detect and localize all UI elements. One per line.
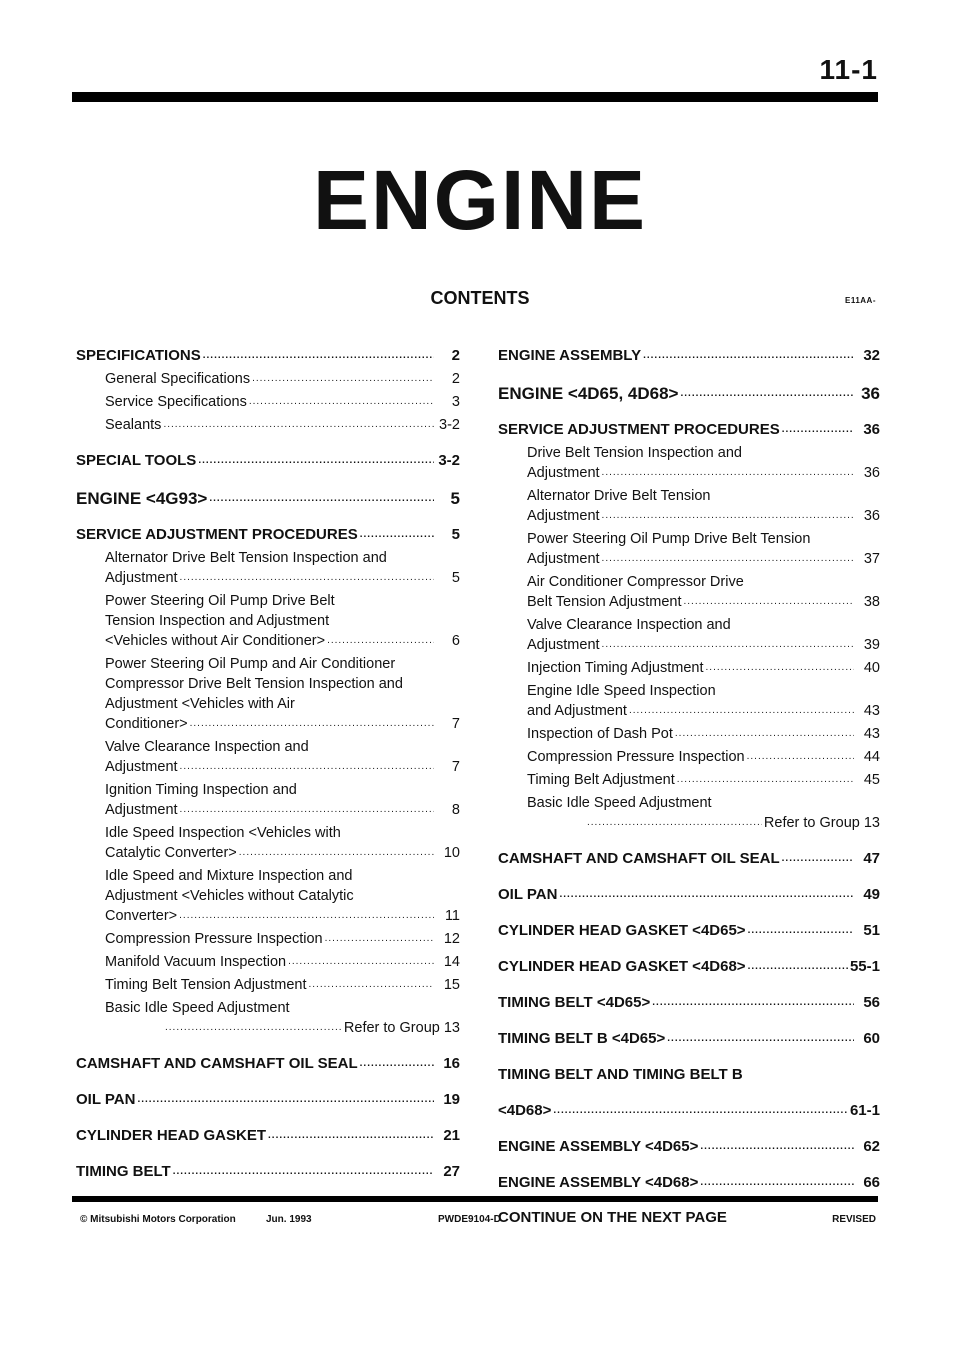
toc-entry-row — [76, 346, 460, 366]
toc-entry-text: Alternator Drive Belt Tension — [527, 488, 711, 504]
toc-entry-row — [498, 849, 880, 869]
toc-entry-page: 55-1 — [849, 958, 880, 975]
toc-entry — [76, 591, 460, 651]
dot-leader — [165, 1018, 342, 1038]
toc-entry-row — [105, 952, 460, 972]
toc-entry-text: Power Steering Oil Pump and Air Conditioner — [105, 656, 396, 672]
toc-entry-page: 60 — [863, 1030, 880, 1047]
toc-entry-row — [105, 631, 460, 651]
toc-entry — [76, 392, 460, 412]
toc-entry-text: Idle Speed Inspection <Vehicles with — [105, 825, 341, 841]
toc-entry-row — [498, 885, 880, 905]
toc-entry-label: <Vehicles without Air Conditioner> — [105, 633, 326, 649]
toc-entry — [498, 1173, 880, 1193]
toc-entry-label: TIMING BELT — [76, 1163, 171, 1180]
toc-entry-text: Compressor Drive Belt Tension Inspection and — [105, 676, 403, 692]
toc-entry-page: 36 — [863, 465, 880, 481]
toc-entry-label: Sealants — [105, 417, 162, 433]
toc-entry-page: 47 — [863, 850, 880, 867]
toc-entry-row — [498, 957, 880, 977]
toc-entry — [76, 1090, 460, 1110]
dot-leader — [677, 770, 854, 790]
toc-entry-label: Timing Belt Tension Adjustment — [105, 977, 307, 993]
dot-leader — [602, 506, 854, 526]
toc-entry-label: Adjustment — [527, 508, 600, 524]
toc-entry-page: 39 — [863, 637, 880, 653]
toc-entry-page: 3-2 — [438, 452, 460, 469]
toc-entry-label: ENGINE <4D65, 4D68> — [498, 384, 679, 403]
toc-entry-label: Adjustment — [105, 759, 178, 775]
toc-entry-label: General Specifications — [105, 371, 251, 387]
toc-entry-page: 7 — [451, 759, 460, 775]
dot-leader — [180, 800, 434, 820]
toc-entry — [76, 369, 460, 389]
toc-entry — [498, 793, 880, 833]
toc-entry-row — [76, 451, 460, 471]
toc-entry-row — [498, 346, 880, 366]
toc-entry-label: ENGINE ASSEMBLY <4D68> — [498, 1174, 699, 1191]
toc-entry-row — [105, 568, 460, 588]
toc-entry-row — [498, 1173, 880, 1193]
toc-entry-row — [527, 463, 880, 483]
dot-leader — [602, 635, 854, 655]
dot-leader — [327, 631, 434, 651]
toc-entry — [76, 1162, 460, 1182]
toc-entry-page: 49 — [863, 886, 880, 903]
toc-entry — [76, 823, 460, 863]
toc-entry-text: Adjustment <Vehicles with Air — [105, 696, 295, 712]
toc-entry-page: 38 — [863, 594, 880, 610]
toc-entry — [76, 489, 460, 509]
dot-leader — [249, 392, 434, 412]
toc-entry-page: 36 — [863, 421, 880, 438]
toc-entry-row — [498, 921, 880, 941]
toc-entry-page: 15 — [443, 977, 460, 993]
header-rule — [72, 92, 878, 102]
dot-leader — [602, 549, 854, 569]
toc-entry-page: 5 — [451, 570, 460, 586]
toc-entry-row — [76, 1090, 460, 1110]
toc-entry-row — [105, 714, 460, 734]
toc-entry-row — [105, 415, 460, 435]
toc-entry-label: CYLINDER HEAD GASKET <4D65> — [498, 922, 746, 939]
toc-entry-row — [76, 489, 460, 509]
dot-leader — [360, 1054, 434, 1074]
toc-entry — [498, 486, 880, 526]
toc-entry — [498, 747, 880, 767]
toc-entry-row — [527, 747, 880, 767]
toc-entry-page: 11 — [444, 908, 460, 924]
toc-entry-page: 37 — [863, 551, 880, 567]
toc-entry — [76, 525, 460, 545]
toc-entry-text: Alternator Drive Belt Tension Inspection and — [105, 550, 387, 566]
toc-entry-label: ENGINE ASSEMBLY <4D65> — [498, 1138, 699, 1155]
toc-entry-label: CYLINDER HEAD GASKET <4D68> — [498, 958, 746, 975]
dot-leader — [190, 714, 434, 734]
toc-entry — [498, 681, 880, 721]
toc-entry-row — [105, 975, 460, 995]
toc-entry-row — [527, 658, 880, 678]
toc-entry-label: ENGINE ASSEMBLY — [498, 347, 642, 364]
toc-entry — [76, 415, 460, 435]
dot-leader — [667, 1029, 854, 1049]
dot-leader — [198, 451, 434, 471]
toc-entry — [498, 1137, 880, 1157]
toc-entry-row — [498, 1137, 880, 1157]
toc-entry-page: 44 — [863, 749, 880, 765]
toc-entry — [498, 921, 880, 941]
toc-entry-text: Idle Speed and Mixture Inspection and — [105, 868, 353, 884]
toc-entry-page: 40 — [863, 660, 880, 676]
toc-entry-label: CAMSHAFT AND CAMSHAFT OIL SEAL — [76, 1055, 358, 1072]
footer-status: REVISED — [832, 1214, 876, 1225]
toc-entry-row — [498, 1101, 880, 1121]
toc-entry-label: Adjustment — [105, 570, 178, 586]
toc-entry-page: 12 — [443, 931, 460, 947]
dot-leader — [559, 885, 854, 905]
dot-leader — [252, 369, 434, 389]
footer-date: Jun. 1993 — [266, 1214, 312, 1225]
dot-leader — [239, 843, 434, 863]
dot-leader — [700, 1173, 854, 1193]
dot-leader — [748, 957, 848, 977]
toc-entry-label: TIMING BELT B <4D65> — [498, 1030, 666, 1047]
toc-entry-text: Valve Clearance Inspection and — [105, 739, 309, 755]
toc-entry-row — [76, 525, 460, 545]
toc-entry — [498, 1209, 880, 1226]
toc-entry-page: 45 — [863, 772, 880, 788]
dot-leader — [203, 346, 434, 366]
toc-entry-row — [105, 906, 460, 926]
dot-leader — [747, 747, 854, 767]
dot-leader — [675, 724, 854, 744]
dot-leader — [748, 921, 854, 941]
toc-right-column — [498, 346, 880, 1226]
toc-entry-label: Service Specifications — [105, 394, 247, 410]
page-number: 11-1 — [819, 54, 878, 85]
toc-entry — [498, 993, 880, 1013]
toc-entry — [76, 346, 460, 366]
toc-entry — [498, 1065, 880, 1121]
toc-entry-page: 21 — [443, 1127, 460, 1144]
toc-entry-label: OIL PAN — [76, 1091, 136, 1108]
toc-entry-page: 51 — [863, 922, 880, 939]
toc-entry-page: 56 — [863, 994, 880, 1011]
toc-entry-label: OIL PAN — [498, 886, 558, 903]
toc-entry-row — [105, 843, 460, 863]
toc-entry-row — [105, 757, 460, 777]
toc-entry — [498, 658, 880, 678]
toc-entry — [76, 1126, 460, 1146]
toc-entry — [498, 346, 880, 366]
toc-entry-label: Adjustment — [527, 637, 600, 653]
document-code: E11AA- — [844, 296, 876, 305]
toc-entry-page: Refer to Group 13 — [763, 815, 880, 831]
dot-leader — [325, 929, 434, 949]
toc-entry — [76, 1054, 460, 1074]
toc-entry-label: Injection Timing Adjustment — [527, 660, 704, 676]
toc-entry-page: 36 — [861, 384, 880, 403]
toc-entry-label: TIMING BELT <4D65> — [498, 994, 651, 1011]
toc-entry-label: Conditioner> — [105, 716, 188, 732]
toc-entry-label: SPECIFICATIONS — [76, 347, 201, 364]
toc-entry-page: 19 — [443, 1091, 460, 1108]
contents-heading: CONTENTS — [430, 288, 530, 308]
toc-entry-page: 61-1 — [849, 1102, 880, 1119]
toc-entry-row — [527, 506, 880, 526]
toc-entry-row — [76, 1162, 460, 1182]
toc-entry-page: 27 — [443, 1163, 460, 1180]
toc-entry — [498, 957, 880, 977]
toc-entry-text: Engine Idle Speed Inspection — [527, 683, 716, 699]
dot-leader — [587, 813, 762, 833]
dot-leader — [553, 1101, 848, 1121]
toc-entry-text: Valve Clearance Inspection and — [527, 617, 731, 633]
toc-entry — [76, 451, 460, 471]
toc-entry-text: Adjustment <Vehicles without Catalytic — [105, 888, 354, 904]
toc-entry-label: Adjustment — [527, 465, 600, 481]
dot-leader — [137, 1090, 434, 1110]
dot-leader — [602, 463, 854, 483]
toc-entry — [498, 572, 880, 612]
toc-entry-label: Converter> — [105, 908, 178, 924]
toc-entry-row — [498, 384, 880, 404]
toc-entry-page: 7 — [451, 716, 460, 732]
dot-leader — [173, 1162, 434, 1182]
dot-leader — [180, 568, 434, 588]
footer-rule — [72, 1196, 878, 1202]
toc-entry — [498, 384, 880, 404]
dot-leader — [652, 993, 854, 1013]
toc-entry-row — [105, 929, 460, 949]
footer-copyright: © Mitsubishi Motors Corporation — [80, 1214, 236, 1225]
toc-entry-label: Timing Belt Adjustment — [527, 772, 675, 788]
toc-entry — [76, 737, 460, 777]
toc-entry — [498, 615, 880, 655]
toc-entry — [498, 724, 880, 744]
toc-entry-page: 43 — [863, 726, 880, 742]
toc-entry — [76, 952, 460, 972]
dot-leader — [706, 658, 854, 678]
toc-entry-row — [76, 1126, 460, 1146]
toc-entry-label: SPECIAL TOOLS — [76, 452, 197, 469]
toc-entry-page: 14 — [443, 954, 460, 970]
toc-entry-label: Compression Pressure Inspection — [105, 931, 323, 947]
toc-entry — [76, 998, 460, 1038]
toc-entry-page: Refer to Group 13 — [343, 1020, 460, 1036]
toc-entry-page: 62 — [863, 1138, 880, 1155]
dot-leader — [629, 701, 854, 721]
toc-entry-row — [105, 392, 460, 412]
toc-entry-text: Ignition Timing Inspection and — [105, 782, 297, 798]
toc-entry — [498, 885, 880, 905]
dot-leader — [700, 1137, 854, 1157]
toc-entry-label: <4D68> — [498, 1102, 552, 1119]
dot-leader — [680, 384, 854, 404]
dot-leader — [179, 906, 434, 926]
toc-entry — [498, 443, 880, 483]
toc-entry-page: 2 — [451, 347, 460, 364]
toc-entry-row — [527, 813, 880, 833]
toc-entry-text: TIMING BELT AND TIMING BELT B — [498, 1066, 743, 1083]
toc-entry-row — [105, 1018, 460, 1038]
toc-entry-label: Adjustment — [527, 551, 600, 567]
toc-entry-row — [498, 993, 880, 1013]
toc-entry-label: SERVICE ADJUSTMENT PROCEDURES — [498, 421, 780, 438]
toc-entry — [76, 866, 460, 926]
toc-entry-label: CAMSHAFT AND CAMSHAFT OIL SEAL — [498, 850, 780, 867]
toc-entry-label: Manifold Vacuum Inspection — [105, 954, 287, 970]
toc-entry-row — [498, 1029, 880, 1049]
toc-entry-page: 6 — [451, 633, 460, 649]
toc-entry — [498, 1029, 880, 1049]
toc-entry — [498, 529, 880, 569]
toc-entry-row — [527, 592, 880, 612]
toc-entry-text: Basic Idle Speed Adjustment — [527, 795, 712, 811]
toc-entry-label: Adjustment — [105, 802, 178, 818]
toc-entry-text: Tension Inspection and Adjustment — [105, 613, 330, 629]
toc-entry-row — [527, 635, 880, 655]
dot-leader — [268, 1126, 434, 1146]
dot-leader — [360, 525, 434, 545]
toc-entry-page: 16 — [443, 1055, 460, 1072]
toc-entry-text: Drive Belt Tension Inspection and — [527, 445, 742, 461]
toc-entry-row — [105, 800, 460, 820]
toc-entry — [76, 975, 460, 995]
toc-entry-row — [527, 724, 880, 744]
toc-entry-label: ENGINE <4G93> — [76, 489, 208, 508]
toc-entry — [498, 770, 880, 790]
toc-entry-page: 3-2 — [439, 417, 460, 433]
toc-entry-page: 10 — [443, 845, 460, 861]
toc-entry-text: Air Conditioner Compressor Drive — [527, 574, 744, 590]
toc-entry-row — [527, 770, 880, 790]
toc-entry-page: 36 — [863, 508, 880, 524]
toc-entry-page: 66 — [863, 1174, 880, 1191]
toc-entry-page: 5 — [451, 526, 460, 543]
toc-entry-row — [76, 1054, 460, 1074]
toc-entry-row — [105, 369, 460, 389]
toc-entry — [76, 780, 460, 820]
toc-entry-label: Inspection of Dash Pot — [527, 726, 673, 742]
toc-entry-text: Power Steering Oil Pump Drive Belt Tension — [527, 531, 811, 547]
toc-entry-page: 32 — [863, 347, 880, 364]
dot-leader — [684, 592, 855, 612]
dot-leader — [180, 757, 434, 777]
dot-leader — [309, 975, 435, 995]
dot-leader — [643, 346, 854, 366]
toc-entry — [498, 420, 880, 440]
dot-leader — [209, 489, 434, 509]
dot-leader — [782, 849, 854, 869]
toc-entry-label: and Adjustment — [527, 703, 627, 719]
toc-entry — [76, 548, 460, 588]
footer-code: PWDE9104-D — [438, 1214, 501, 1225]
toc-entry-text: Basic Idle Speed Adjustment — [105, 1000, 290, 1016]
dot-leader — [288, 952, 434, 972]
toc-entry-label: SERVICE ADJUSTMENT PROCEDURES — [76, 526, 358, 543]
toc-entry — [76, 654, 460, 734]
toc-entry-text: Power Steering Oil Pump Drive Belt — [105, 593, 335, 609]
toc-entry-row — [498, 420, 880, 440]
toc-entry-page: 43 — [863, 703, 880, 719]
toc-entry — [498, 849, 880, 869]
toc-entry-page: 2 — [451, 371, 460, 387]
toc-entry-label: Catalytic Converter> — [105, 845, 237, 861]
toc-entry — [76, 929, 460, 949]
continue-note: CONTINUE ON THE NEXT PAGE — [498, 1209, 727, 1226]
toc-left-column — [76, 346, 460, 1182]
page-title: ENGINE — [312, 153, 648, 247]
toc-entry-page: 5 — [450, 489, 460, 508]
toc-entry-label: Belt Tension Adjustment — [527, 594, 682, 610]
dot-leader — [782, 420, 854, 440]
toc-entry-label: CYLINDER HEAD GASKET — [76, 1127, 267, 1144]
toc-entry-row — [527, 701, 880, 721]
toc-entry-page: 3 — [451, 394, 460, 410]
dot-leader — [163, 415, 434, 435]
toc-entry-page: 8 — [451, 802, 460, 818]
toc-entry-row — [527, 549, 880, 569]
toc-entry-label: Compression Pressure Inspection — [527, 749, 745, 765]
